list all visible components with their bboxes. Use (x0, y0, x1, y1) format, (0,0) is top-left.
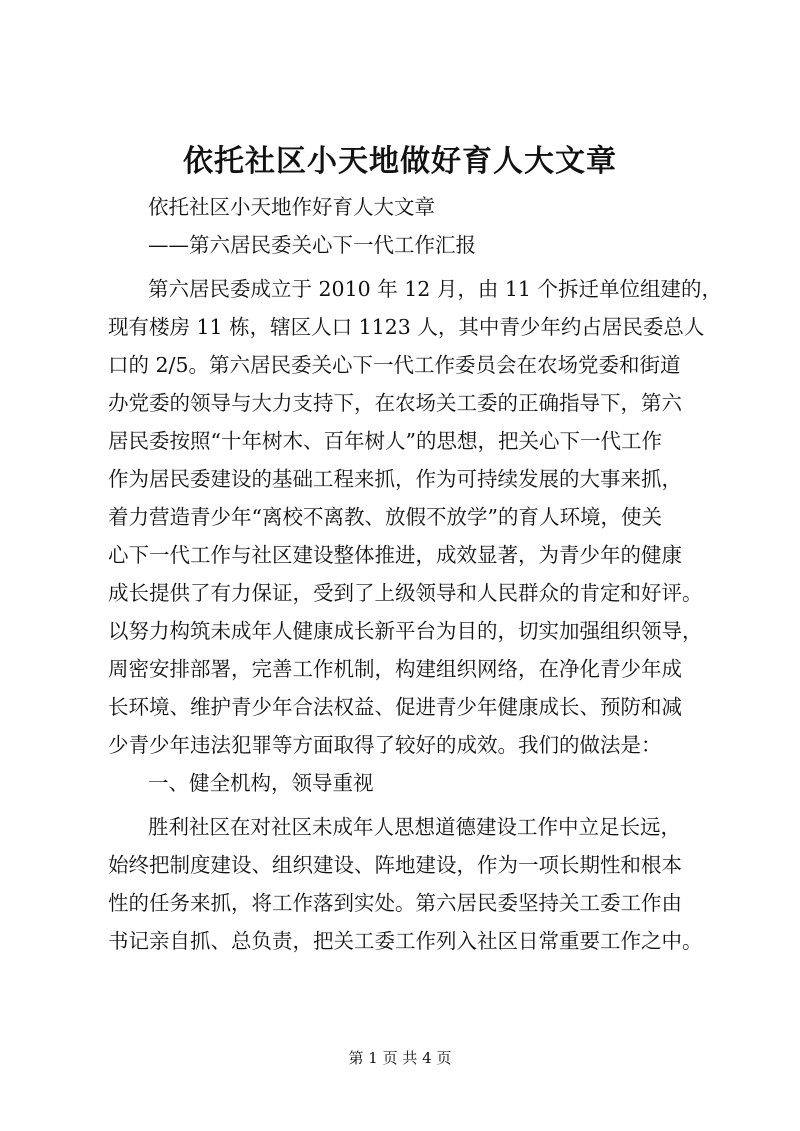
paragraph-line: 口的 2/5。第六居民委关心下一代工作委员会在农场党委和街道 (108, 353, 681, 377)
report-line: ——第六居民委关心下一代工作汇报 (148, 233, 476, 257)
paragraph-line: 胜利社区在对社区未成年人思想道德建设工作中立足长远， (148, 815, 681, 839)
document-title: 依托社区小天地做好育人大文章 (183, 144, 617, 179)
paragraph-line: 长环境、维护青少年合法权益、促进青少年健康成长、预防和减 (108, 695, 682, 719)
paragraph-line: 少青少年违法犯罪等方面取得了较好的成效。我们的做法是： (108, 733, 662, 757)
paragraph-line: 成长提供了有力保证，受到了上级领导和人民群众的肯定和好评。 (108, 581, 703, 605)
section-heading: 一、健全机构，领导重视 (148, 771, 374, 795)
paragraph-line: 周密安排部署，完善工作机制，构建组织网络，在净化青少年成 (108, 657, 682, 681)
paragraph-line: 始终把制度建设、组织建设、阵地建设，作为一项长期性和根本 (108, 853, 682, 877)
paragraph-line: 第六居民委成立于 2010 年 12 月，由 11 个拆迁单位组建的， (148, 277, 722, 301)
paragraph-line: 作为居民委建设的基础工程来抓，作为可持续发展的大事来抓， (108, 467, 682, 491)
page-footer: 第 1 页 共 4 页 (348, 1049, 452, 1067)
paragraph-line: 性的任务来抓，将工作落到实处。第六居民委坚持关工委工作由 (108, 891, 682, 915)
document-subtitle: 依托社区小天地作好育人大文章 (148, 195, 435, 219)
paragraph-line: 以努力构筑未成年人健康成长新平台为目的，切实加强组织领导， (108, 619, 703, 643)
paragraph-line: 居民委按照“十年树木、百年树人”的思想，把关心下一代工作 (108, 429, 662, 453)
paragraph-line: 办党委的领导与大力支持下，在农场关工委的正确指导下，第六 (108, 391, 682, 415)
paragraph-line: 现有楼房 11 栋，辖区人口 1123 人，其中青少年约占居民委总人 (108, 315, 705, 339)
paragraph-line: 心下一代工作与社区建设整体推进，成效显著，为青少年的健康 (108, 543, 682, 567)
paragraph-line: 着力营造青少年“离校不离教、放假不放学”的育人环境，使关 (108, 505, 662, 529)
paragraph-line: 书记亲自抓、总负责，把关工委工作列入社区日常重要工作之中。 (108, 929, 703, 953)
